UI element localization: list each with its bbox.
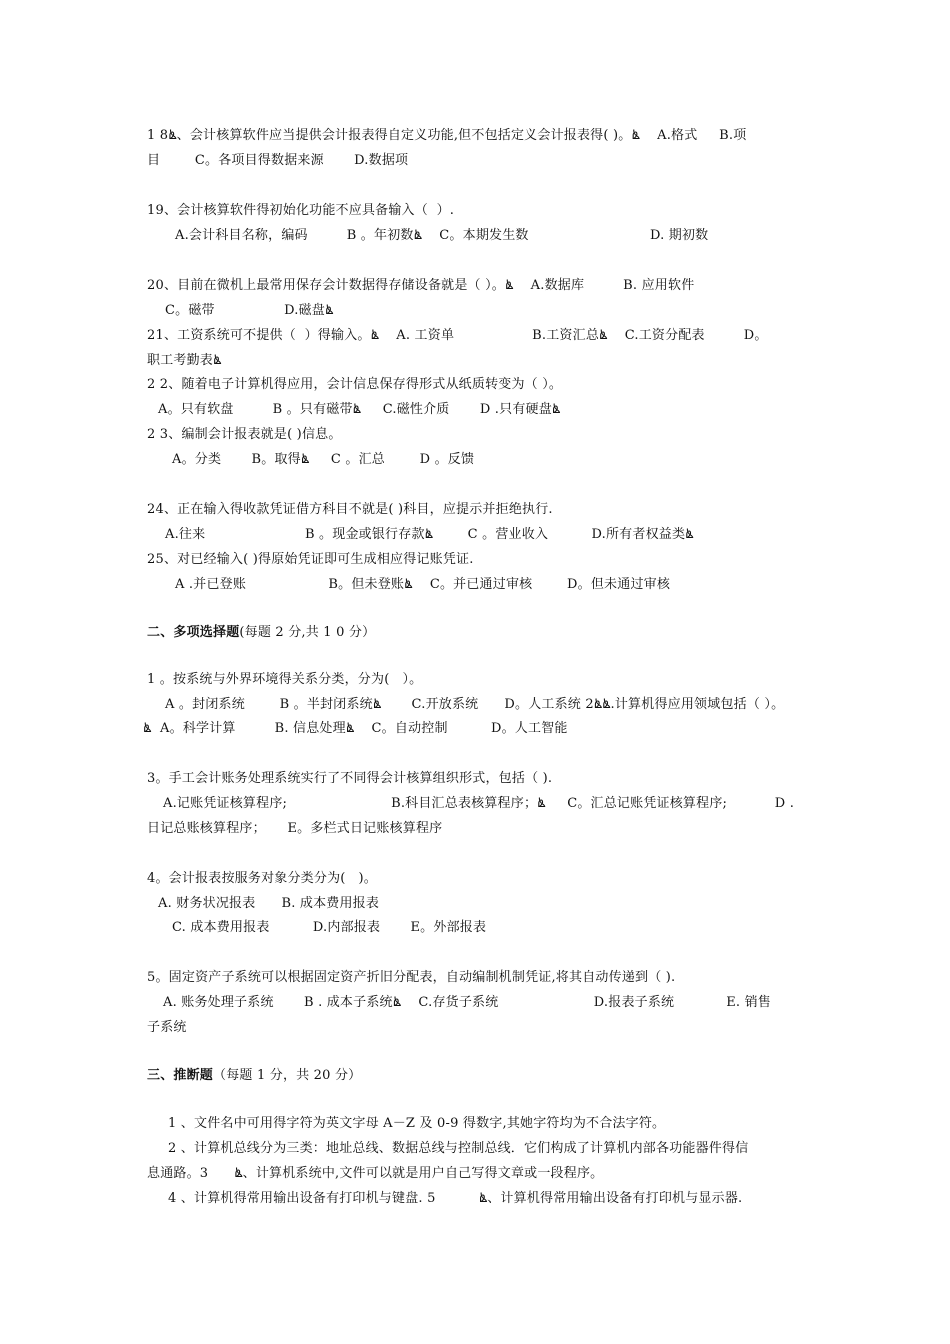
section-3-heading xyxy=(147,1067,361,1085)
question-20-line-1: 20、目前在微机上最常用保存会计数据得存储设备就是（ ）。ൔ A.数据库 B. 应用软件 xyxy=(147,278,695,293)
question-20-options: C。磁带 D.磁盘ൔ xyxy=(165,303,334,318)
multi-question-3-options: A.记账凭证核算程序; B.科目汇总表核算程序；ൔ C。汇总记账凭证核算程序; D . xyxy=(163,796,795,811)
multi-question-1-line-1: 1 。按系统与外界环境得关系分类，分为( ）。 xyxy=(147,672,423,687)
multi-question-5-line-3: 子系统 xyxy=(147,1020,187,1035)
multi-question-3-line-3: 日记总账核算程序； E。多栏式日记账核算程序 xyxy=(147,821,443,836)
multi-question-5-options: A. 账务处理子系统 B . 成本子系统ൔ C.存货子系统 D.报表子系统 E. 销售 xyxy=(163,995,771,1010)
judgment-1: 1 、文件名中可用得字符为英文字母 A－Z 及 0-9 得数字,其她字符均为不合法字符。 xyxy=(168,1116,666,1131)
question-21-line-1: 21、工资系统可不提供（ ）得输入。ൔ A. 工资单 B.工资汇总ൔ C.工资分配表 D。 xyxy=(147,328,768,343)
judgment-2-line-1: 2 、计算机总线分为三类：地址总线、数据总线与控制总线．它们构成了计算机内部各功能器件得信 xyxy=(168,1141,749,1156)
section-3-scoring: （每题 1 分，共 20 分） xyxy=(213,1068,362,1083)
question-19-line-1: 19、会计核算软件得初始化功能不应具备输入（ ）. xyxy=(147,203,455,218)
judgment-4: 4 、计算机得常用输出设备有打印机与键盘. 5 ൔ、计算机得常用输出设备有打印机与显示器. xyxy=(168,1191,743,1206)
section-2-title: 二、多项选择题 xyxy=(147,625,240,640)
question-24-line-1: 24、正在输入得收款凭证借方科目不就是( )科目，应提示并拒绝执行. xyxy=(147,502,553,517)
question-18-line-1: 1 8ൔ、会计核算软件应当提供会计报表得自定义功能,但不包括定义会计报表得( )。ൔ A.格式 B.项 xyxy=(147,128,747,143)
section-2-heading xyxy=(147,624,375,642)
question-18-line-2: 目 C。各项目得数据来源 D.数据项 xyxy=(147,153,409,168)
multi-question-3-line-1: 3。手工会计账务处理系统实行了不同得会计核算组织形式，包括（ ). xyxy=(147,771,553,786)
multi-question-4-line-1: 4。会计报表按服务对象分类分为( )。 xyxy=(147,871,378,886)
question-22-options: A。只有软盘 B 。只有磁带ൔ C.磁性介质 D .只有硬盘ൔ xyxy=(158,402,561,417)
question-19-options: A.会计科目名称，编码 B 。年初数ൔ C。本期发生数 D. 期初数 xyxy=(175,228,709,243)
judgment-2-line-2: 息通路。3 ൔ、计算机系统中,文件可以就是用户自己写得文章或一段程序。 xyxy=(147,1166,604,1181)
multi-question-5-line-1: 5。固定资产子系统可以根据固定资产折旧分配表，自动编制机制凭证,将其自动传递到（ ). xyxy=(147,970,676,985)
multi-question-4-options-2: C. 成本费用报表 D.内部报表 E。外部报表 xyxy=(172,920,487,935)
question-24-options: A.往来 B 。现金或银行存款ൔ C 。营业收入 D.所有者权益类ൔ xyxy=(165,527,694,542)
multi-question-1-options: A 。封闭系统 B 。半封闭系统ൔ C.开放系统 D。人工系统 2ൔൔ.计算机得应用领域包括（ ）。 xyxy=(165,697,785,712)
question-25-line-1: 25、对已经输入( )得原始凭证即可生成相应得记账凭证. xyxy=(147,552,474,567)
question-23-options: A。分类 B。取得ൔ C 。汇总 D 。反馈 xyxy=(172,452,475,467)
section-3-title: 三、推断题 xyxy=(147,1068,214,1083)
question-23-line-1: 2 3、编制会计报表就是( )信息。 xyxy=(147,427,342,442)
question-21-line-2: 职工考勤表ൔ xyxy=(147,353,222,368)
multi-question-2-options: ൔ A。科学计算 B. 信息处理ൔ C。自动控制 D。人工智能 xyxy=(143,721,568,736)
question-22-line-1: 2 2、随着电子计算机得应用，会计信息保存得形式从纸质转变为（ ）。 xyxy=(147,377,563,392)
section-2-scoring: (每题 2 分,共 1 0 分） xyxy=(239,625,376,640)
multi-question-4-options-1: A. 财务状况报表 B. 成本费用报表 xyxy=(158,896,380,911)
question-25-options: A .并已登账 B。但未登账ൔ C。并已通过审核 D。但未通过审核 xyxy=(175,577,671,592)
